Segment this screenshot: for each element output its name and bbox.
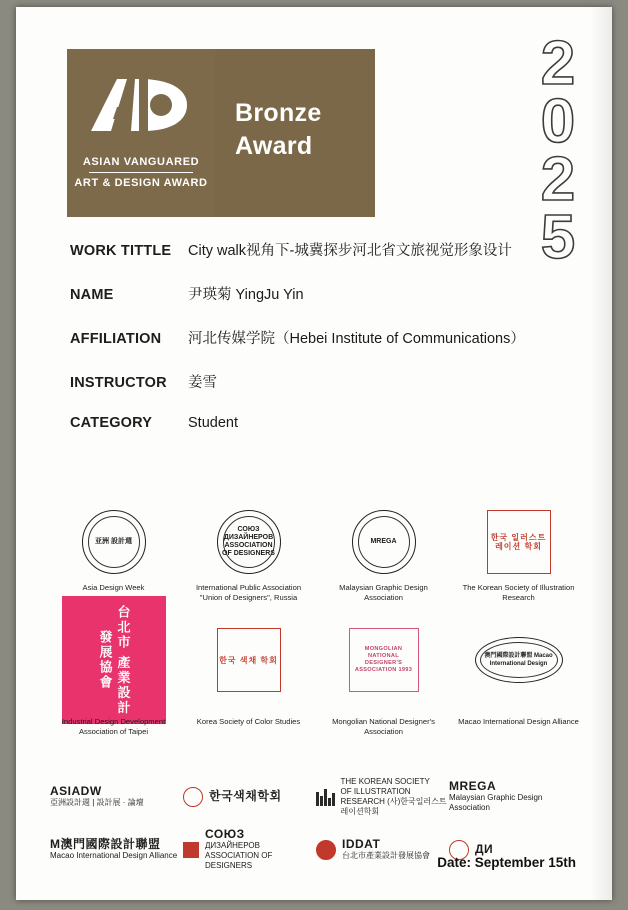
color-wheel-icon — [183, 787, 203, 807]
macao-design-alliance-seal-icon — [451, 605, 586, 715]
field-row — [70, 239, 570, 260]
award-title-line1: Bronze — [235, 99, 322, 127]
logo-text-main: MREGA — [449, 779, 497, 793]
certificate-header — [67, 49, 375, 217]
certificate-sheet — [16, 7, 612, 900]
mrega-seal-icon — [316, 503, 451, 581]
award-title-line2: Award — [235, 132, 313, 160]
seals-section — [46, 503, 586, 739]
seal-mark: СОЮЗ ДИЗАЙНЕРОВ ASSOCIATION OF DESIGNERS — [222, 526, 275, 557]
field-label-name: NAME — [70, 287, 114, 303]
field-value-instructor: 姜雪 — [188, 375, 217, 391]
seals-row-1 — [46, 503, 586, 605]
ad-monogram-icon — [67, 65, 215, 143]
circle-icon — [316, 840, 336, 860]
field-label-instructor: INSTRUCTOR — [70, 375, 167, 391]
field-value-work-tittle: City walk视角下-城冀探步河北省文旅视觉形象设计 — [188, 243, 512, 259]
seal-caption: International Public Association "Union of Designers", Russia — [195, 583, 302, 602]
logo-text-sub: OF ILLUSTRATION RESEARCH (사)한국일러스트레이션학회 — [340, 787, 447, 816]
award-logo-block — [67, 49, 215, 217]
seal-industrial-design-development-taipei — [46, 605, 181, 739]
seal-caption: Asia Design Week — [82, 583, 145, 592]
logo-text-sub: Malaysian Graphic Design Association — [449, 793, 543, 812]
logo-iddat — [316, 834, 449, 866]
logo-text-sub: 台北市產業設計發展協會 — [342, 851, 430, 860]
org-name-line2: ART & DESIGN AWARD — [74, 177, 208, 189]
logo-union-of-designers — [183, 829, 316, 871]
seal-mark: MONGOLIAN NATIONAL DESIGNER'S ASSOCIATION 1993 — [354, 646, 413, 673]
korean-illustration-seal-icon — [451, 503, 586, 581]
mongolian-designers-seal-icon — [316, 605, 451, 715]
logo-text-sub: ДИЗАЙНЕРОВ ASSOCIATION OF DESIGNERS — [205, 841, 273, 870]
seal-caption: The Korean Society of Illustration Research — [462, 583, 575, 602]
seals-row-2 — [46, 605, 586, 739]
field-value-affiliation: 河北传媒学院（Hebei Institute of Communications） — [188, 331, 525, 347]
org-name — [67, 155, 215, 191]
year-digit-1: 2 — [540, 29, 574, 98]
logo-text-sub: 亞洲設計週 | 設計展 · 論壇 — [50, 798, 144, 807]
award-title-block — [215, 49, 375, 217]
asia-design-week-seal-icon — [46, 503, 181, 581]
seal-mark: 한국 일러스트 레이션 학회 — [490, 533, 547, 551]
logo-korea-society-color-studies — [183, 781, 316, 813]
field-value-name: 尹瑛菊 YingJu Yin — [188, 287, 304, 303]
logo-text-main: ASIADW — [50, 784, 102, 798]
logo-text-main: СОЮЗ — [205, 827, 245, 841]
year-digit-2: 0 — [540, 87, 574, 156]
bars-icon — [316, 788, 335, 806]
seal-union-of-designers-russia — [181, 503, 316, 605]
seal-malaysian-graphic-design-association — [316, 503, 451, 605]
logo-mrega — [449, 781, 582, 813]
seal-asia-design-week — [46, 503, 181, 605]
field-label-affiliation: AFFILIATION — [70, 331, 162, 347]
logo-text-main: IDDAT — [342, 837, 381, 851]
logo-text-sub: Macao International Design Alliance — [50, 851, 178, 860]
union-of-designers-seal-icon — [181, 503, 316, 581]
square-icon — [183, 842, 199, 858]
seal-caption: Mongolian National Designer's Association — [332, 717, 435, 736]
field-label-work-tittle: WORK TITTLE — [70, 243, 172, 259]
seal-macao-international-design-alliance — [451, 605, 586, 739]
seal-mark: MREGA — [370, 538, 397, 545]
field-row — [70, 415, 570, 431]
field-label-category: CATEGORY — [70, 415, 153, 431]
seal-mark: 한국 색채 학회 — [219, 655, 278, 665]
award-year — [526, 29, 588, 272]
field-row — [70, 327, 570, 348]
logo-asia-design-week — [50, 781, 183, 813]
footer-logos-row-1 — [50, 777, 584, 817]
year-digit-3: 2 — [540, 145, 574, 214]
field-value-category: Student — [188, 415, 238, 431]
seal-mark: 澳門國際設計聯盟 Macao International Design — [484, 653, 553, 667]
seal-caption: Korea Society of Color Studies — [196, 717, 301, 726]
issue-date: Date: September 15th — [437, 855, 576, 870]
seal-korean-society-illustration-research — [451, 503, 586, 605]
seal-mongolian-national-designers-association — [316, 605, 451, 739]
taipei-idda-seal-icon — [46, 605, 181, 715]
logo-text-main: 한국색채학회 — [209, 789, 282, 803]
field-row — [70, 371, 570, 392]
seal-caption: Malaysian Graphic Design Association — [339, 583, 428, 602]
seal-mark: 亚洲 設計週 — [95, 538, 132, 545]
seal-korea-society-of-color-studies — [181, 605, 316, 739]
certificate-fields — [70, 239, 570, 454]
logo-text-main: THE KOREAN SOCIETY — [340, 777, 430, 786]
field-row — [70, 283, 570, 304]
org-name-line1: ASIAN VANGUARED — [82, 156, 200, 168]
seal-mark: 台北市 產業設計 發展協會 — [97, 604, 131, 716]
logo-text-main: ДИ — [475, 842, 494, 856]
org-name-divider — [89, 172, 193, 173]
korea-color-studies-seal-icon — [181, 605, 316, 715]
seal-caption: Industrial Design Development Association of Taipei — [61, 717, 166, 736]
logo-text-main: M澳門國際設計聯盟 — [50, 837, 161, 851]
logo-macao-international-design-alliance — [50, 834, 183, 866]
seal-caption: Macao International Design Alliance — [458, 717, 579, 726]
year-digit-4: 5 — [540, 203, 574, 272]
logo-korean-society-illustration-research — [316, 777, 449, 817]
